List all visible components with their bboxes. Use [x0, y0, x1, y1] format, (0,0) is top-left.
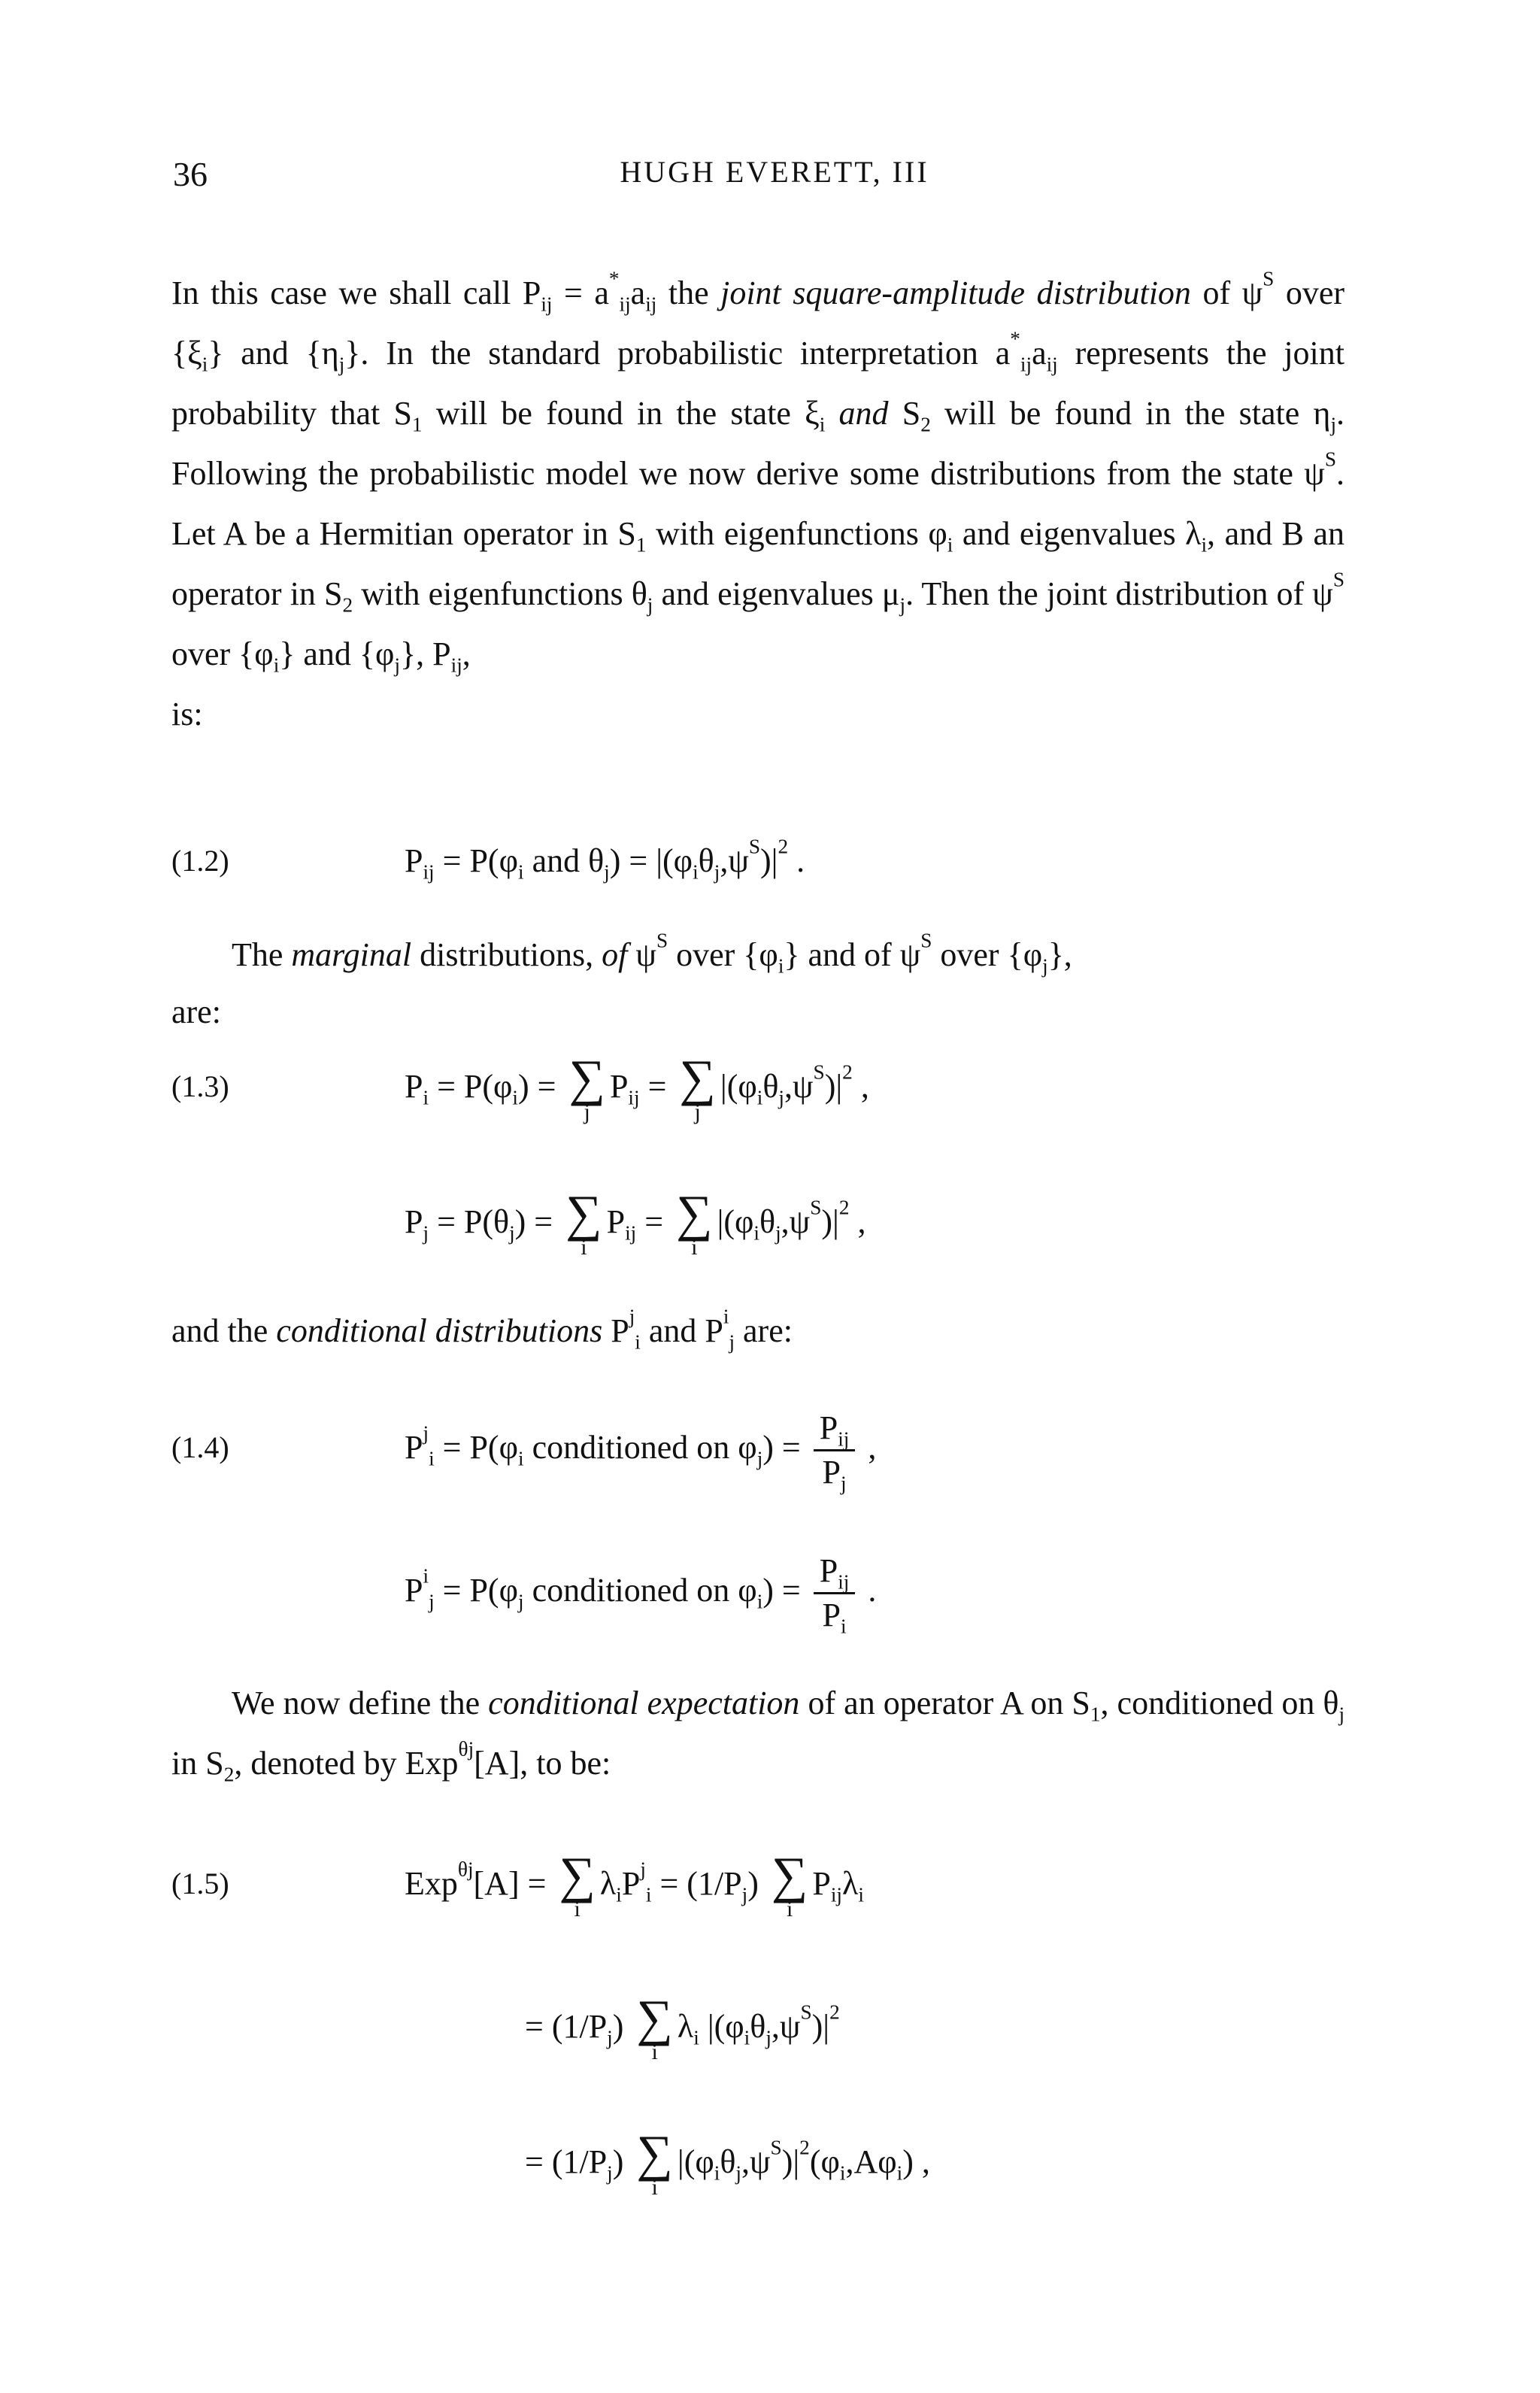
page-number: 36	[173, 155, 208, 193]
term-joint-square-amplitude: joint square-amplitude distribution	[720, 274, 1191, 311]
term-marginal: marginal	[291, 936, 412, 973]
equation-body-line-1: $P_i = P(\varphi_i)$ = ∑ j $P_{ij}$ = ∑ j $|(\varphi_i\theta_j,\psi^S)|^2$ ,	[405, 1048, 869, 1124]
summation-sign: ∑ i	[559, 1846, 596, 1921]
equation-number: (1.4)	[171, 1430, 229, 1464]
equation-body-line-2: = $(1/P_j)$ ∑ i $\lambda_i$ $|(\varphi_i\theta_j,\psi^S)|^2$	[525, 1988, 840, 2064]
summation-sign: ∑ j	[568, 1048, 605, 1124]
equation-1-4	[171, 1376, 1344, 1662]
fraction: $\frac{P_{ij}}{P_i}$	[814, 1553, 856, 1634]
equation-1-3	[171, 1038, 1344, 1309]
term-conditional-expectation: conditional expectation	[488, 1685, 800, 1721]
equation-1-5	[171, 1827, 1344, 2241]
equation-body: $P_{ij} = P(\varphi_i$ and $\theta_j) = |(\varphi_i\theta_j,\psi^S)|^2$ .	[405, 835, 805, 884]
paragraph-joint-distribution: In this case we shall call $P_{ij} = a^*_{ij}a_{ij}$ the joint square-amplitude distribution of $\psi^S$ over $\{\xi_i\}$ and $\{\eta_j\}$. In the standard probabilistic interpretation $a^*_{ij}a_{ij}$ represents the joint probability that $S_1$ will be found in the state $\xi_i$ and $S_2$ will be found in the state $\eta_j$. Following the probabilistic model we now derive some distributions from the state $\psi^S$. Let A be a Hermitian operator in $S_1$ with eigenfunctions $\varphi_i$ and eigenvalues $\lambda_i$, and B an operator in $S_2$ with eigenfunctions $\theta_j$ and eigenvalues $\mu_j$. Then the joint distribution of $\psi^S$ over $\{\varphi_i\}$ and $\{\varphi_j\}$, $P_{ij}$, is:	[171, 267, 1345, 732]
equation-body-line-1: Exp$^{\theta j}$[A] = ∑ i $\lambda_iP^j_i = (1/P_j)$ ∑ i $P_{ij}\lambda_i$	[405, 1846, 864, 1921]
summation-sign: ∑ i	[636, 1988, 673, 2064]
equation-body-line-2: $P^i_j = P(\varphi_j$ conditioned on $\varphi_i$) = $\frac{P_{ij}}{P_i}$ .	[405, 1552, 877, 1638]
equation-body-line-1: $P^j_i = P(\varphi_i$ conditioned on $\varphi_j$) = $\frac{P_{ij}}{P_j}$ ,	[405, 1409, 877, 1495]
summation-sign: ∑ i	[565, 1184, 602, 1260]
paragraph-conditional-expectation: We now define the conditional expectation of an operator A on $S_1$, conditioned on $\theta_j$ in $S_2$, denoted by Exp$^{\theta j}$[A], to be:	[171, 1685, 1345, 1786]
equation-1-2	[171, 820, 1344, 902]
summation-sign: ∑ j	[679, 1048, 716, 1124]
summation-sign: ∑ i	[771, 1846, 808, 1921]
term-conditional-distributions: conditional distributions	[276, 1312, 603, 1349]
equation-body-line-3: = $(1/P_j)$ ∑ i $|(\varphi_i\theta_j,\psi^S)|^2(\varphi_i,A\varphi_i)$ ,	[525, 2124, 930, 2200]
equation-number: (1.3)	[171, 1069, 229, 1103]
equation-number: (1.5)	[171, 1867, 229, 1900]
paragraph-conditional: and the conditional distributions $P^j_i$ and $P^i_j$ are:	[171, 1305, 793, 1354]
summation-sign: ∑ i	[636, 2124, 673, 2200]
equation-body-line-2: $P_j = P(\theta_j)$ = ∑ i $P_{ij}$ = ∑ i $|(\varphi_i\theta_j,\psi^S)|^2$ ,	[405, 1184, 866, 1260]
equation-number: (1.2)	[171, 844, 229, 878]
page-header	[173, 154, 1376, 199]
label-are: are:	[171, 993, 221, 1030]
paragraph-marginal: The marginal distributions, of $\psi^S$ over $\{\varphi_i\}$ and of $\psi^S$ over $\{\varphi_j\}$,	[232, 929, 1072, 978]
running-head: HUGH EVERETT, III	[620, 155, 929, 189]
fraction: $\frac{P_{ij}}{P_j}$	[814, 1410, 856, 1491]
summation-sign: ∑ i	[676, 1184, 713, 1260]
